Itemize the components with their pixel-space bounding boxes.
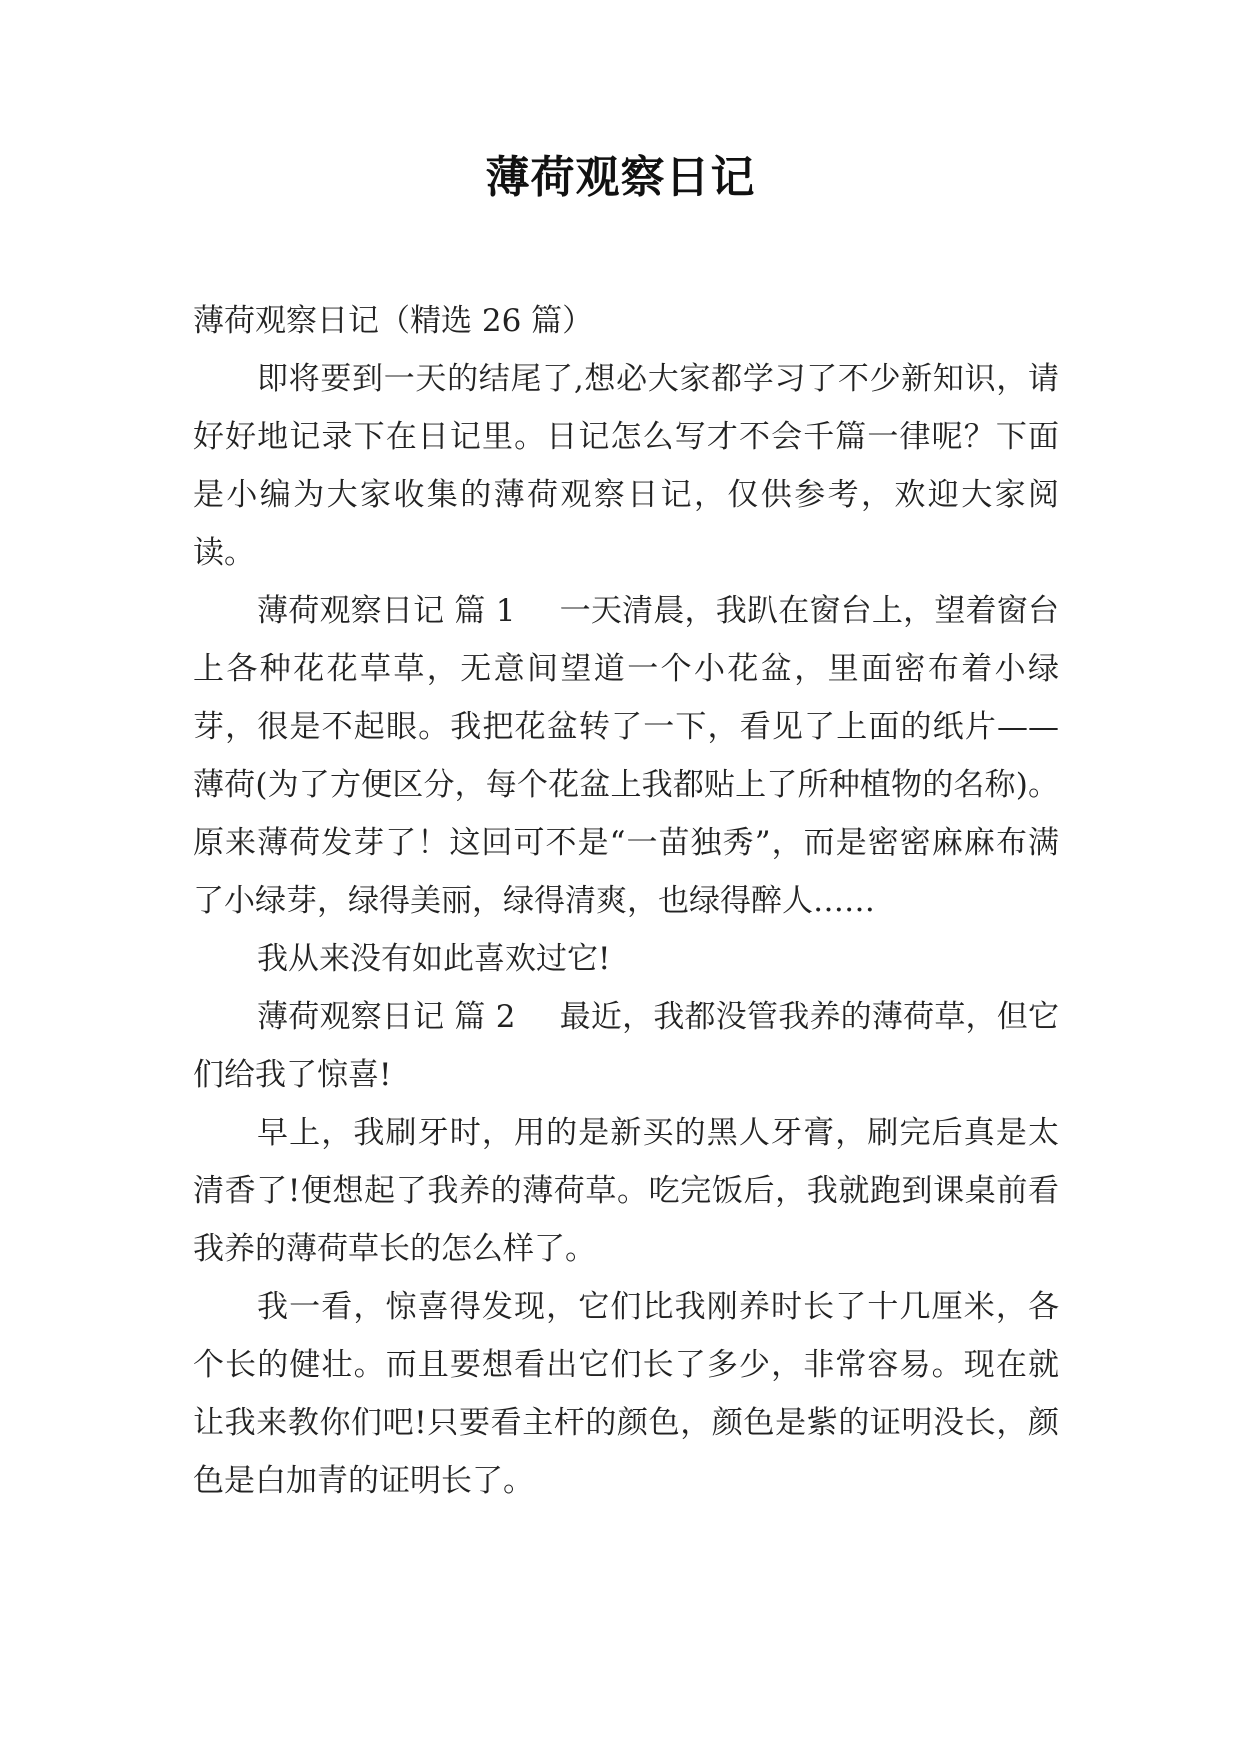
- entry-1-heading: 薄荷观察日记 篇 1: [257, 593, 516, 629]
- entry-2-paragraph-3: 我一看，惊喜得发现，它们比我刚养时长了十几厘米，各个长的健壮。而且要想看出它们长了多少，非常容易。现在就让我来教你们吧!只要看主杆的颜色，颜色是紫的证明没长，颜色是白加青的证明长了。: [193, 1289, 1059, 1499]
- entry-2-first-paragraph: [193, 988, 1059, 1104]
- entry-1-first-paragraph: [193, 582, 1059, 930]
- entry-2-paragraph-1: 最近，我都没管我养的薄荷草，但它们给我了惊喜!: [193, 999, 1059, 1093]
- entry-1-paragraph-2: 我从来没有如此喜欢过它!: [257, 941, 611, 977]
- document-title: 薄荷观察日记: [485, 152, 756, 203]
- intro-paragraph: 即将要到一天的结尾了,想必大家都学习了不少新知识，请好好地记录下在日记里。日记怎么写才不会千篇一律呢？下面是小编为大家收集的薄荷观察日记，仅供参考，欢迎大家阅读。: [193, 361, 1059, 571]
- document-body: [193, 292, 1059, 1510]
- entry-1-paragraph-1: 一天清晨，我趴在窗台上，望着窗台上各种花花草草，无意间望道一个小花盆，里面密布着小绿芽，很是不起眼。我把花盆转了一下，看见了上面的纸片——薄荷(为了方便区分，每个花盆上我都贴上了所种植物的名称)。原来薄荷发芽了！这回可不是“一苗独秀”，而是密密麻麻布满了小绿芽，绿得美丽，绿得清爽，也绿得醉人……: [193, 593, 1059, 919]
- document-subtitle: 薄荷观察日记（精选 26 篇）: [193, 303, 594, 339]
- entry-2-paragraph-2: 早上，我刷牙时，用的是新买的黑人牙膏，刷完后真是太清香了!便想起了我养的薄荷草。吃完饭后，我就跑到课桌前看我养的薄荷草长的怎么样了。: [193, 1115, 1059, 1267]
- entry-2-heading: 薄荷观察日记 篇 2: [257, 999, 516, 1035]
